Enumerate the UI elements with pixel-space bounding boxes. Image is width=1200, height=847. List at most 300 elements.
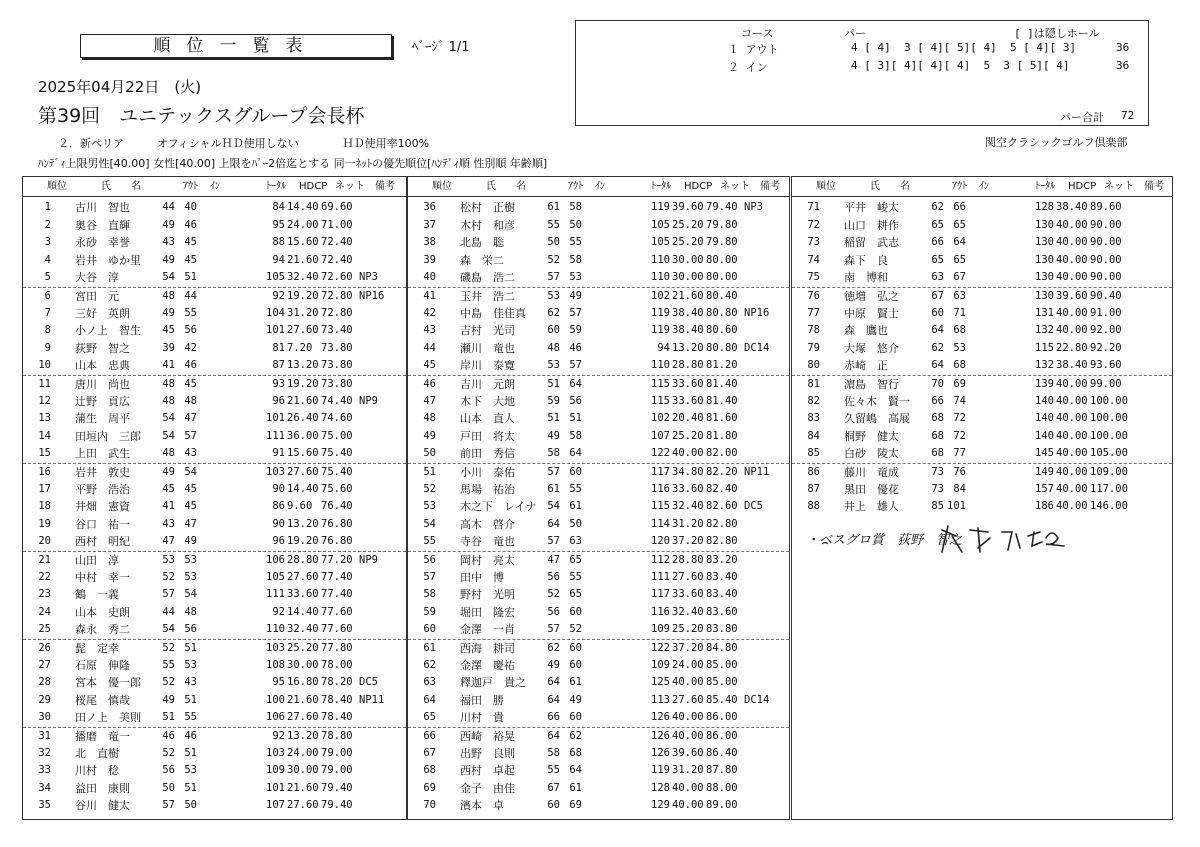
cell-in: 61	[569, 676, 582, 689]
par-total: 72	[1121, 109, 1135, 122]
cell-rank: 24	[38, 605, 51, 618]
table-row	[23, 393, 406, 411]
cell-rank: 71	[807, 201, 820, 213]
cell-out: 47	[162, 535, 175, 548]
cell-out: 64	[547, 730, 560, 742]
cell-out: 70	[931, 378, 944, 390]
cell-in: 48	[184, 605, 197, 618]
cell-rank: 65	[423, 711, 436, 724]
table-row	[23, 745, 406, 763]
table-row	[792, 463, 1172, 482]
cell-name: 濱本 卓	[460, 799, 504, 813]
cell-rank: 27	[38, 658, 51, 671]
header-remark: 備考	[760, 181, 780, 192]
cell-in: 60	[569, 711, 582, 724]
table-row	[23, 498, 406, 516]
cell-net: 88.00	[706, 781, 738, 794]
cell-name: 松村 正樹	[460, 201, 515, 214]
cell-out: 60	[931, 306, 944, 319]
cell-net: 90.00	[1090, 218, 1122, 231]
cell-name: 吉村 光司	[460, 324, 515, 338]
cell-total: 130	[1035, 253, 1054, 266]
cell-name: 古川 智也	[75, 201, 130, 214]
cell-hdcp: 40.00	[1056, 324, 1088, 337]
cell-total: 84	[272, 201, 285, 213]
cell-name: 中村 幸一	[75, 570, 130, 584]
header-net: ネット	[1104, 181, 1134, 192]
cell-total: 149	[1035, 466, 1054, 478]
cell-hdcp: 26.40	[287, 412, 319, 425]
cell-rank: 6	[44, 290, 51, 302]
table-row	[792, 269, 1172, 287]
cell-in: 68	[953, 359, 966, 372]
cell-name: 井上 雄人	[844, 500, 899, 514]
cell-in: 47	[184, 412, 197, 425]
handwritten-note: ・ベスグロ賞 荻野 智之	[806, 533, 963, 548]
cell-total: 92	[272, 730, 285, 742]
cell-in: 45	[184, 378, 197, 390]
cell-net: 83.20	[706, 554, 738, 566]
results-column-2	[407, 176, 790, 820]
cell-out: 68	[931, 429, 944, 442]
cell-net: 81.20	[706, 359, 738, 372]
cell-total: 81	[272, 341, 285, 354]
cell-total: 105	[651, 218, 670, 231]
cell-net: 89.60	[1090, 201, 1122, 213]
cell-hdcp: 32.40	[287, 623, 319, 636]
cell-name: 辻野 貢広	[75, 394, 130, 408]
cell-rank: 46	[423, 378, 436, 390]
cell-name: 山本 直人	[460, 412, 515, 426]
cell-total: 126	[651, 730, 670, 742]
cell-in: 55	[569, 236, 582, 249]
table-row	[23, 428, 406, 446]
cell-hdcp: 30.00	[287, 658, 319, 671]
cell-total: 100	[266, 693, 285, 706]
cell-total: 122	[651, 642, 670, 654]
cell-name: 野村 光明	[460, 588, 515, 602]
event-title: 第39回 ユニテックスグループ会長杯	[38, 105, 365, 127]
cell-in: 51	[184, 642, 197, 654]
cell-net: 82.80	[706, 535, 738, 548]
table-row	[408, 199, 789, 217]
cell-total: 186	[1035, 500, 1054, 513]
cell-name: 石原 伸隆	[75, 658, 130, 672]
cell-total: 101	[266, 412, 285, 425]
cell-name: 山田 淳	[75, 554, 119, 567]
cell-hdcp: 21.60	[287, 693, 319, 706]
cell-out: 64	[547, 693, 560, 706]
cell-out: 64	[547, 676, 560, 689]
cell-net: 100.00	[1090, 429, 1128, 442]
cell-hdcp: 30.00	[287, 764, 319, 777]
cell-out: 73	[931, 482, 944, 495]
header-hdcp: HDCP	[299, 181, 328, 192]
cell-net: 79.80	[706, 218, 738, 231]
cell-net: 117.00	[1090, 482, 1128, 495]
cell-hdcp: 15.60	[287, 236, 319, 249]
cell-out: 52	[547, 253, 560, 266]
cell-name: 岩井 敦史	[75, 466, 130, 479]
cell-hdcp: 27.60	[672, 693, 704, 706]
cell-rank: 23	[38, 588, 51, 601]
cell-total: 115	[651, 394, 670, 407]
cell-in: 47	[184, 517, 197, 530]
cell-hdcp: 7.20	[287, 341, 313, 354]
cell-in: 67	[953, 271, 966, 284]
header-hdcp: HDCP	[684, 181, 713, 192]
cell-in: 51	[184, 781, 197, 794]
cell-total: 139	[1035, 378, 1054, 390]
cell-out: 49	[547, 429, 560, 442]
cell-total: 140	[1035, 394, 1054, 407]
cell-out: 66	[931, 236, 944, 249]
cell-hdcp: 13.20	[672, 341, 704, 354]
cell-in: 64	[569, 764, 582, 777]
header-in: ｲﾝ	[595, 181, 605, 192]
table-row	[408, 604, 789, 622]
cell-out: 57	[547, 535, 560, 548]
cell-out: 48	[547, 341, 560, 354]
cell-name: 山本 忠典	[75, 359, 130, 373]
cell-hdcp: 27.60	[287, 799, 319, 812]
cell-hdcp: 40.00	[672, 730, 704, 742]
rule-line-1: ２．新ペリア オフィシャルＨＤ使用しない ＨＤ使用率100%	[58, 137, 430, 150]
cell-total: 106	[266, 711, 285, 724]
table-row	[792, 234, 1172, 252]
cell-hdcp: 21.60	[287, 394, 319, 407]
cell-net: 83.60	[706, 605, 738, 618]
cell-rank: 14	[38, 429, 51, 442]
cell-in: 53	[184, 658, 197, 671]
cell-total: 103	[266, 746, 285, 759]
table-row	[408, 410, 789, 428]
cell-total: 128	[651, 781, 670, 794]
cell-in: 53	[184, 570, 197, 583]
cell-total: 96	[272, 535, 285, 548]
cell-hdcp: 24.00	[287, 746, 319, 759]
table-row	[792, 357, 1172, 375]
cell-rank: 51	[423, 466, 436, 478]
header-net: ネット	[335, 181, 365, 192]
cell-rank: 68	[423, 764, 436, 777]
cell-net: 78.40	[321, 711, 353, 724]
cell-hdcp: 38.40	[1056, 201, 1088, 213]
cell-net: 81.80	[706, 429, 738, 442]
table-row	[23, 199, 406, 217]
cell-rank: 19	[38, 517, 51, 530]
cell-rank: 70	[423, 799, 436, 812]
cell-name: 白砂 陵太	[844, 447, 899, 461]
cell-net: 92.20	[1090, 341, 1122, 354]
cell-in: 57	[569, 359, 582, 372]
cell-out: 73	[931, 466, 944, 478]
cell-net: 76.80	[321, 535, 353, 548]
cell-hdcp: 40.00	[1056, 429, 1088, 442]
cell-in: 50	[569, 218, 582, 231]
cell-rank: 75	[807, 271, 820, 284]
cell-in: 72	[953, 412, 966, 425]
table-row	[408, 674, 789, 692]
cell-in: 49	[569, 290, 582, 302]
cell-hdcp: 38.40	[672, 306, 704, 319]
cell-net: 90.00	[1090, 271, 1122, 284]
cell-total: 109	[651, 623, 670, 636]
cell-remark: DC14	[744, 693, 770, 706]
course-in-pars: 4 [ 3][ 4][ 4][ 4] 5 3 [ 5][ 4]	[851, 59, 1070, 72]
table-row	[792, 445, 1172, 463]
cell-in: 49	[184, 535, 197, 548]
cell-net: 80.40	[706, 290, 738, 302]
table-row	[408, 586, 789, 604]
cell-hdcp: 25.20	[672, 218, 704, 231]
cell-in: 56	[184, 324, 197, 337]
cell-hdcp: 33.60	[672, 588, 704, 601]
cell-in: 101	[947, 500, 966, 513]
cell-total: 120	[651, 535, 670, 548]
cell-total: 117	[651, 588, 670, 601]
cell-total: 96	[272, 394, 285, 407]
cell-remark: NP9	[359, 554, 378, 566]
cell-rank: 47	[423, 394, 436, 407]
cell-name: 田垣内 三郎	[75, 429, 141, 443]
header-rank: 順位	[432, 181, 452, 192]
cell-in: 60	[569, 605, 582, 618]
cell-total: 103	[266, 642, 285, 654]
cell-name: 川村 貴	[460, 711, 504, 725]
cell-rank: 57	[423, 570, 436, 583]
cell-hdcp: 30.00	[672, 271, 704, 284]
cell-out: 65	[931, 253, 944, 266]
cell-out: 48	[162, 378, 175, 390]
table-row	[23, 269, 406, 287]
cell-out: 51	[162, 711, 175, 724]
header-out: ｱｳﾄ	[952, 181, 967, 192]
cell-net: 87.80	[706, 764, 738, 777]
cell-total: 101	[266, 781, 285, 794]
cell-name: 中島 佳佳真	[460, 306, 526, 320]
cell-out: 62	[931, 201, 944, 213]
table-row	[23, 727, 406, 746]
cell-hdcp: 16.80	[287, 676, 319, 689]
cell-name: 井畑 憲資	[75, 500, 130, 514]
cell-rank: 10	[38, 359, 51, 372]
results-column-1	[22, 176, 407, 820]
cell-net: 72.80	[321, 306, 353, 319]
cell-remark: NP3	[359, 271, 378, 284]
cell-name: 髭 定幸	[75, 642, 119, 655]
cell-name: 岡村 亮太	[460, 554, 515, 567]
cell-name: 高木 啓介	[460, 517, 515, 531]
cell-out: 85	[931, 500, 944, 513]
table-row	[792, 375, 1172, 394]
cell-in: 65	[953, 253, 966, 266]
cell-out: 60	[547, 799, 560, 812]
course-info-box	[575, 20, 1149, 126]
cell-name: 三好 英朗	[75, 306, 130, 320]
cell-rank: 45	[423, 359, 436, 372]
cell-in: 52	[569, 623, 582, 636]
cell-net: 71.00	[321, 218, 353, 231]
header-in: ｲﾝ	[979, 181, 989, 192]
table-row	[23, 674, 406, 692]
cell-in: 53	[184, 764, 197, 777]
cell-hdcp: 21.60	[287, 253, 319, 266]
cell-total: 131	[1035, 306, 1054, 319]
table-row	[23, 252, 406, 270]
cell-hdcp: 20.40	[672, 412, 704, 425]
cell-total: 132	[1035, 359, 1054, 372]
cell-out: 68	[931, 412, 944, 425]
table-row	[408, 463, 789, 482]
cell-net: 72.60	[321, 271, 353, 284]
cell-rank: 28	[38, 676, 51, 689]
cell-total: 140	[1035, 412, 1054, 425]
cell-hdcp: 40.00	[1056, 412, 1088, 425]
cell-name: 岩井 ゆか里	[75, 253, 141, 267]
cell-in: 60	[569, 466, 582, 478]
cell-in: 50	[184, 799, 197, 812]
cell-net: 85.00	[706, 658, 738, 671]
table-row	[408, 305, 789, 323]
cell-remark: NP3	[744, 201, 763, 213]
table-row	[23, 762, 406, 780]
cell-name: 赤崎 正	[844, 359, 888, 373]
cell-in: 61	[569, 781, 582, 794]
cell-total: 93	[272, 378, 285, 390]
cell-hdcp: 31.20	[672, 764, 704, 777]
cell-hdcp: 31.20	[672, 517, 704, 530]
cell-net: 82.40	[706, 482, 738, 495]
cell-rank: 64	[423, 693, 436, 706]
cell-net: 79.40	[706, 201, 738, 213]
header-total: ﾄｰﾀﾙ	[651, 181, 671, 192]
cell-total: 86	[272, 500, 285, 513]
table-row	[408, 551, 789, 570]
cell-name: 釋迦戸 貴之	[460, 676, 526, 690]
cell-net: 85.40	[706, 693, 738, 706]
cell-remark: NP11	[359, 693, 385, 706]
cell-total: 110	[651, 271, 670, 284]
column-header	[23, 177, 406, 197]
table-row	[408, 234, 789, 252]
cell-rank: 15	[38, 447, 51, 460]
cell-rank: 61	[423, 642, 436, 654]
cell-in: 55	[184, 306, 197, 319]
cell-hdcp: 40.00	[1056, 394, 1088, 407]
cell-rank: 17	[38, 482, 51, 495]
cell-rank: 16	[38, 466, 51, 478]
cell-net: 89.00	[706, 799, 738, 812]
cell-total: 119	[651, 201, 670, 213]
cell-rank: 67	[423, 746, 436, 759]
cell-total: 125	[651, 676, 670, 689]
cell-name: 久留嶋 高展	[844, 412, 910, 426]
table-row	[23, 569, 406, 587]
cell-hdcp: 27.60	[287, 466, 319, 478]
cell-total: 95	[272, 676, 285, 689]
cell-hdcp: 40.00	[1056, 218, 1088, 231]
cell-in: 65	[569, 588, 582, 601]
cell-net: 78.00	[321, 658, 353, 671]
cell-name: 谷川 健太	[75, 799, 130, 813]
cell-net: 91.00	[1090, 306, 1122, 319]
cell-name: 桜尾 慎哉	[75, 693, 130, 707]
cell-rank: 86	[807, 466, 820, 478]
cell-hdcp: 21.60	[287, 781, 319, 794]
cell-rank: 25	[38, 623, 51, 636]
cell-hdcp: 33.60	[287, 588, 319, 601]
cell-total: 128	[1035, 201, 1054, 213]
cell-name: 黒田 優花	[844, 482, 899, 496]
cell-rank: 8	[44, 324, 51, 337]
cell-hdcp: 14.40	[287, 201, 319, 213]
cell-hdcp: 38.40	[672, 324, 704, 337]
cell-out: 43	[162, 517, 175, 530]
cell-hdcp: 40.00	[672, 676, 704, 689]
cell-in: 40	[184, 201, 197, 213]
table-row	[408, 569, 789, 587]
header-name: 氏 名	[486, 181, 526, 192]
course-out-pars: 4 [ 4] 3 [ 4][ 5][ 4] 5 [ 4][ 3]	[851, 41, 1077, 54]
cell-rank: 44	[423, 341, 436, 354]
rule-line-2: ﾊﾝﾃﾞｨ上限男性[40.00] 女性[40.00] 上限をﾊﾟｰ2倍迄とする 同一ﾈｯﾄの優先順位[ﾊﾝﾃﾞｨ順 性別順 年齢順]	[38, 157, 548, 170]
cell-total: 116	[651, 605, 670, 618]
cell-net: 78.40	[321, 693, 353, 706]
cell-in: 63	[953, 290, 966, 302]
cell-in: 84	[953, 482, 966, 495]
table-row	[23, 516, 406, 534]
cell-hdcp: 25.20	[287, 642, 319, 654]
cell-hdcp: 40.00	[1056, 378, 1088, 390]
cell-net: 77.40	[321, 588, 353, 601]
table-row	[792, 322, 1172, 340]
cell-net: 109.00	[1090, 466, 1128, 478]
table-row	[408, 533, 789, 551]
cell-net: 73.40	[321, 324, 353, 337]
cell-name: 金澤 慶祐	[460, 658, 515, 672]
table-row	[792, 252, 1172, 270]
cell-out: 54	[162, 412, 175, 425]
cell-rank: 5	[44, 271, 51, 284]
cell-out: 58	[547, 746, 560, 759]
cell-name: 荻野 智之	[75, 341, 130, 355]
cell-total: 92	[272, 605, 285, 618]
cell-out: 55	[547, 218, 560, 231]
cell-total: 102	[651, 412, 670, 425]
table-row	[408, 498, 789, 516]
cell-name: 谷口 祐一	[75, 517, 130, 531]
cell-hdcp: 40.00	[1056, 466, 1088, 478]
cell-net: 79.00	[321, 746, 353, 759]
cell-out: 59	[547, 394, 560, 407]
table-row	[792, 428, 1172, 446]
cell-hdcp: 32.40	[672, 500, 704, 513]
cell-name: 金子 由佳	[460, 781, 515, 795]
cell-net: 90.00	[1090, 253, 1122, 266]
cell-net: 78.20	[321, 676, 353, 689]
cell-rank: 34	[38, 781, 51, 794]
cell-remark: NP16	[744, 306, 770, 319]
cell-in: 71	[953, 306, 966, 319]
cell-net: 80.00	[706, 253, 738, 266]
cell-out: 46	[162, 730, 175, 742]
cell-out: 52	[162, 746, 175, 759]
table-row	[23, 287, 406, 306]
cell-out: 68	[931, 447, 944, 460]
cell-total: 90	[272, 482, 285, 495]
cell-net: 77.40	[321, 570, 353, 583]
